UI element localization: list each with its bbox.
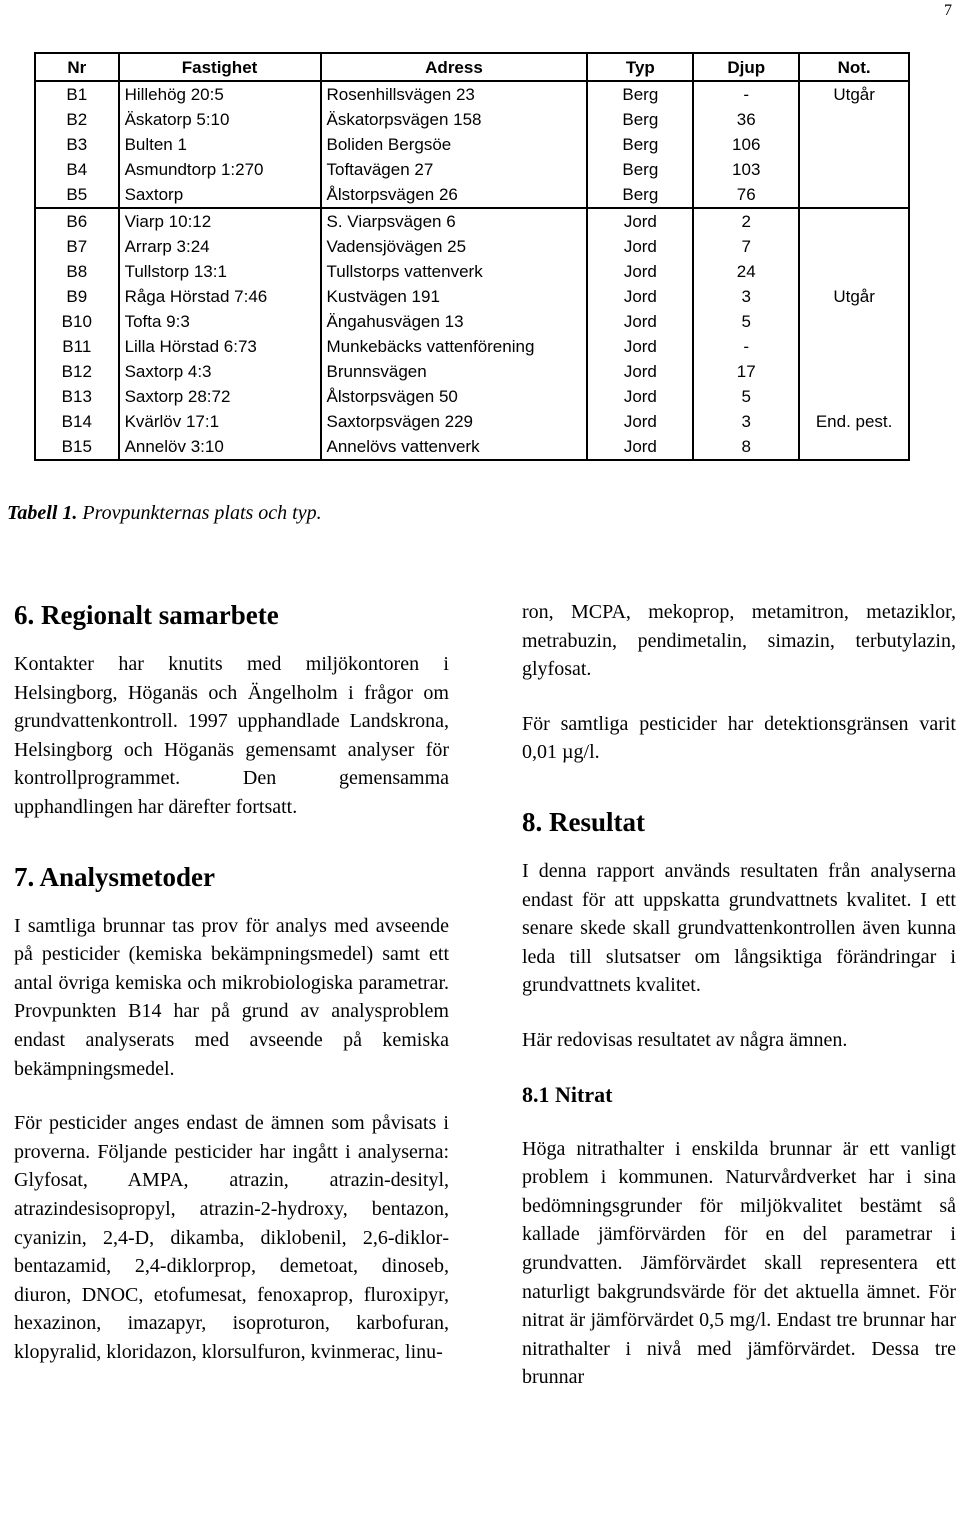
cell-fastighet: Asmundtorp 1:270: [119, 157, 321, 182]
heading-nitrate: 8.1 Nitrat: [522, 1081, 613, 1107]
cell-djup: 8: [693, 434, 799, 460]
cell-fastighet: Tullstorp 13:1: [119, 259, 321, 284]
cell-nr: B9: [35, 284, 119, 309]
cell-not: [799, 107, 909, 132]
cell-adress: Saxtorpsvägen 229: [321, 409, 588, 434]
heading-analysis-methods: 7. Analysmetoder: [14, 861, 215, 892]
cell-not: Utgår: [799, 284, 909, 309]
cell-fastighet: Saxtorp: [119, 182, 321, 208]
sampling-points-table: [34, 52, 910, 461]
table-row: [35, 81, 909, 107]
table-row: [35, 157, 909, 182]
cell-typ: Jord: [587, 334, 693, 359]
paragraph-analysis-methods: I samtliga brunnar tas prov för analys med avseende på pesticider (kemiska bekämpningsmedel) samt ett antal övriga kemiska och mikrobiologiska parametrar. Provpunkten B14 har på grund av analysproblem endast analyserats med avseende på kemiska bekämpningsmedel.: [14, 914, 449, 1080]
header-adress: Adress: [321, 53, 588, 81]
cell-fastighet: Tofta 9:3: [119, 309, 321, 334]
cell-djup: 17: [693, 359, 799, 384]
cell-djup: 103: [693, 157, 799, 182]
cell-fastighet: Saxtorp 4:3: [119, 359, 321, 384]
cell-not: [799, 384, 909, 409]
cell-djup: 5: [693, 309, 799, 334]
cell-typ: Jord: [587, 234, 693, 259]
cell-fastighet: Kvärlöv 17:1: [119, 409, 321, 434]
cell-adress: Rosenhillsvägen 23: [321, 81, 588, 107]
cell-nr: B8: [35, 259, 119, 284]
cell-nr: B1: [35, 81, 119, 107]
cell-typ: Jord: [587, 384, 693, 409]
table-row: [35, 132, 909, 157]
cell-fastighet: Viarp 10:12: [119, 208, 321, 234]
cell-adress: Toftavägen 27: [321, 157, 588, 182]
cell-typ: Jord: [587, 409, 693, 434]
cell-typ: Jord: [587, 434, 693, 460]
cell-djup: 24: [693, 259, 799, 284]
table-row: [35, 182, 909, 208]
cell-not: [799, 259, 909, 284]
paragraph-detection-limit: För samtliga pesticider har detektionsgränsen varit 0,01 µg/l.: [522, 712, 956, 764]
cell-djup: 36: [693, 107, 799, 132]
cell-nr: B12: [35, 359, 119, 384]
cell-nr: B4: [35, 157, 119, 182]
header-fastighet: Fastighet: [119, 53, 321, 81]
paragraph-pesticide-list: För pesticider anges endast de ämnen som påvisats i proverna. Följande pesticider har ingått i analyserna: Glyfosat, AMPA, atrazin, atrazin-desityl, atrazindesisopropyl, atrazin-2-hydroxy, bentazon, cyanizin, 2,4-D, dikamba, diklobenil, 2,6-diklorbentazamid, 2,4-diklorprop, demetoat, dinoseb, diuron, DNOC, etofumesat, fenoxaprop, fluroxipyr, hexazinon, imazapyr, isoproturon, karbofuran, klopyralid, kloridazon, klorsulfuron, kvinmerac, linu-: [14, 1112, 449, 1363]
table-body: [35, 81, 909, 460]
cell-adress: Ängahusvägen 13: [321, 309, 588, 334]
cell-nr: B13: [35, 384, 119, 409]
cell-typ: Berg: [587, 107, 693, 132]
paragraph-results-summary: Här redovisas resultatet av några ämnen.: [522, 1028, 848, 1051]
cell-fastighet: Arrarp 3:24: [119, 234, 321, 259]
cell-adress: Annelövs vattenverk: [321, 434, 588, 460]
cell-adress: Ålstorpsvägen 26: [321, 182, 588, 208]
table-row: [35, 434, 909, 460]
table-row: [35, 309, 909, 334]
cell-nr: B6: [35, 208, 119, 234]
table-row: [35, 384, 909, 409]
cell-typ: Berg: [587, 132, 693, 157]
cell-not: [799, 132, 909, 157]
cell-typ: Jord: [587, 208, 693, 234]
cell-not: [799, 208, 909, 234]
cell-not: [799, 334, 909, 359]
cell-nr: B5: [35, 182, 119, 208]
cell-djup: 2: [693, 208, 799, 234]
cell-typ: Jord: [587, 284, 693, 309]
cell-adress: Munkebäcks vattenförening: [321, 334, 588, 359]
paragraph-nitrate: Höga nitrathalter i enskilda brunnar är ett vanligt problem i kommunen. Naturvårdverket har i sina bedömningsgrunder för miljökvalitet bestämt så kallade jämförvärden för en del parametrar i grundvatten. Jämförvärdet skall representera ett naturligt bakgrundsvärde för det aktuella ämnet. För nitrat är jämförvärdet 0,5 mg/l. Endast tre brunnar har nitrathalter i nivå med jämförvärdet. Dessa tre brunnar: [522, 1137, 956, 1389]
paragraph-results-intro: I denna rapport används resultaten från analyserna endast för att uppskatta grundvattnets kvalitet. I ett senare skede skall grundvattenkontrollen även kunna leda till slutsatser om långsiktiga förändringar i grundvattnets kvalitet.: [522, 859, 956, 997]
cell-djup: 3: [693, 409, 799, 434]
table-row: [35, 208, 909, 234]
right-column: [522, 598, 956, 1392]
cell-typ: Jord: [587, 259, 693, 284]
cell-adress: Vadensjövägen 25: [321, 234, 588, 259]
cell-fastighet: Äskatorp 5:10: [119, 107, 321, 132]
table-row: [35, 334, 909, 359]
left-column: [14, 598, 449, 1366]
cell-djup: -: [693, 334, 799, 359]
table-header-row: [35, 53, 909, 81]
page-number: 7: [944, 2, 952, 19]
caption-label: Tabell 1.: [7, 502, 78, 524]
cell-adress: Brunnsvägen: [321, 359, 588, 384]
table-row: [35, 259, 909, 284]
table-row: [35, 107, 909, 132]
caption-text: Provpunkternas plats och typ.: [82, 502, 322, 524]
cell-fastighet: Råga Hörstad 7:46: [119, 284, 321, 309]
cell-djup: 106: [693, 132, 799, 157]
table-row: [35, 284, 909, 309]
cell-djup: 7: [693, 234, 799, 259]
cell-adress: Tullstorps vattenverk: [321, 259, 588, 284]
cell-adress: Ålstorpsvägen 50: [321, 384, 588, 409]
cell-fastighet: Annelöv 3:10: [119, 434, 321, 460]
cell-djup: -: [693, 81, 799, 107]
cell-fastighet: Lilla Hörstad 6:73: [119, 334, 321, 359]
cell-djup: 3: [693, 284, 799, 309]
heading-results: 8. Resultat: [522, 806, 645, 837]
cell-nr: B7: [35, 234, 119, 259]
cell-nr: B14: [35, 409, 119, 434]
cell-adress: Kustvägen 191: [321, 284, 588, 309]
cell-nr: B3: [35, 132, 119, 157]
table-row: [35, 409, 909, 434]
cell-nr: B2: [35, 107, 119, 132]
cell-djup: 76: [693, 182, 799, 208]
cell-not: Utgår: [799, 81, 909, 107]
cell-not: [799, 182, 909, 208]
header-djup: Djup: [693, 53, 799, 81]
table-caption: [7, 502, 322, 525]
table-row: [35, 234, 909, 259]
cell-nr: B11: [35, 334, 119, 359]
heading-regional-cooperation: 6. Regionalt samarbete: [14, 600, 279, 630]
cell-typ: Jord: [587, 309, 693, 334]
cell-not: [799, 359, 909, 384]
table-row: [35, 359, 909, 384]
cell-typ: Berg: [587, 182, 693, 208]
cell-nr: B10: [35, 309, 119, 334]
cell-not: [799, 309, 909, 334]
header-typ: Typ: [587, 53, 693, 81]
cell-nr: B15: [35, 434, 119, 460]
cell-not: [799, 157, 909, 182]
cell-adress: Boliden Bergsöe: [321, 132, 588, 157]
cell-fastighet: Bulten 1: [119, 132, 321, 157]
paragraph-regional-cooperation: Kontakter har knutits med miljökontoren i Helsingborg, Höganäs och Ängelholm i frågor om grundvattenkontroll. 1997 upphandlade Landskrona, Helsingborg och Höganäs gemensamt analyser för kontrollprogrammet. Den gemensamma upphandlingen har därefter fortsatt.: [14, 653, 449, 818]
cell-not: [799, 234, 909, 259]
cell-typ: Berg: [587, 81, 693, 107]
cell-not: [799, 434, 909, 460]
cell-djup: 5: [693, 384, 799, 409]
cell-not: End. pest.: [799, 409, 909, 434]
cell-typ: Jord: [587, 359, 693, 384]
cell-fastighet: Hillehög 20:5: [119, 81, 321, 107]
cell-typ: Berg: [587, 157, 693, 182]
cell-adress: S. Viarpsvägen 6: [321, 208, 588, 234]
cell-fastighet: Saxtorp 28:72: [119, 384, 321, 409]
header-nr: Nr: [35, 53, 119, 81]
header-not: Not.: [799, 53, 909, 81]
cell-adress: Äskatorpsvägen 158: [321, 107, 588, 132]
paragraph-pesticide-list-continued: ron, MCPA, mekoprop, metamitron, metaziklor, metrabuzin, pendimetalin, simazin, terbutylazin, glyfosat.: [522, 601, 956, 681]
